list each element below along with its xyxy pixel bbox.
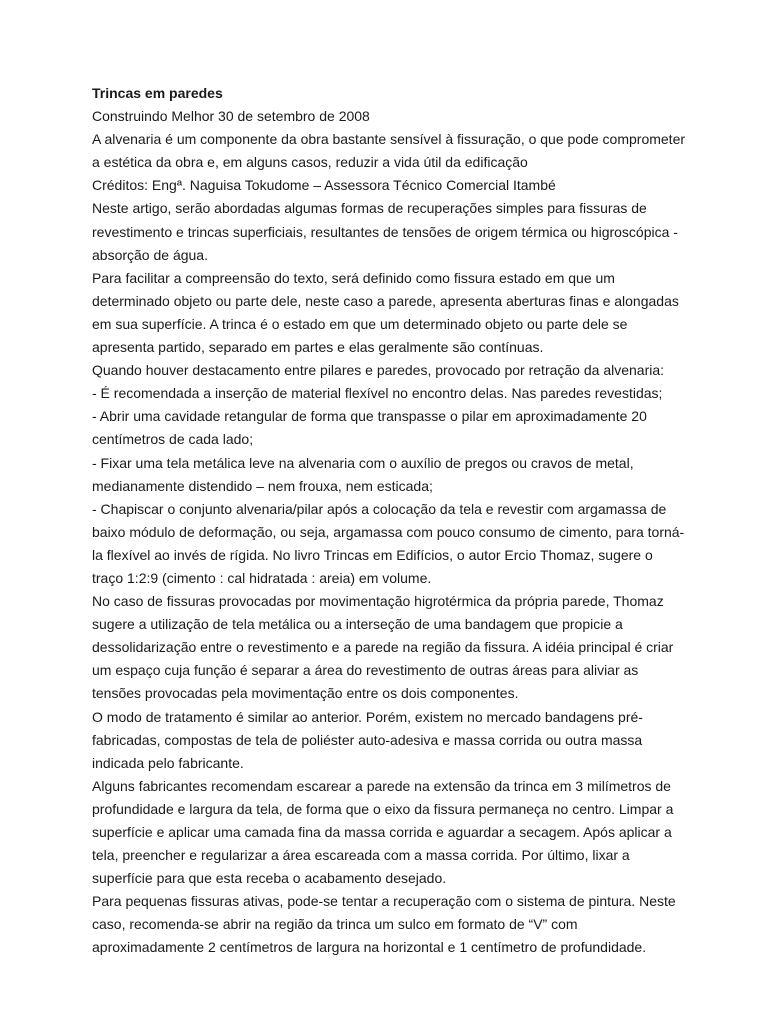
- text-line: baixo módulo de deformação, ou seja, argamassa com pouco consumo de cimento, para torná-: [92, 523, 685, 540]
- text-line: centímetros de cada lado;: [92, 431, 254, 448]
- text-line: Para pequenas fissuras ativas, pode-se tentar a recuperação com o sistema de pintura. Neste: [92, 893, 676, 910]
- text-line: - Fixar uma tela metálica leve na alvenaria com o auxílio de pregos ou cravos de metal,: [92, 454, 634, 471]
- text-line: indicada pelo fabricante.: [92, 754, 244, 771]
- text-line: Neste artigo, serão abordadas algumas formas de recuperações simples para fissuras de: [92, 200, 647, 217]
- text-line: revestimento e trincas superficiais, resultantes de tensões de origem térmica ou higroscópica -: [92, 223, 678, 240]
- text-line: - Chapiscar o conjunto alvenaria/pilar após a colocação da tela e revestir com argamassa de: [92, 500, 667, 517]
- text-line: - Abrir uma cavidade retangular de forma que transpasse o pilar em aproximadamente 20: [92, 408, 647, 425]
- text-line: Construindo Melhor 30 de setembro de 2008: [92, 108, 370, 125]
- text-line: apresenta partido, separado em partes e elas geralmente são contínuas.: [92, 339, 544, 356]
- text-line: traço 1:2:9 (cimento : cal hidratada : areia) em volume.: [92, 569, 432, 586]
- document-page: [92, 82, 704, 960]
- text-line: Créditos: Engª. Naguisa Tokudome – Assessora Técnico Comercial Itambé: [92, 177, 556, 194]
- text-line: Alguns fabricantes recomendam escarear a parede na extensão da trinca em 3 milímetros de: [92, 777, 671, 794]
- text-line: sugere a utilização de tela metálica ou a interseção de uma bandagem que propicie a: [92, 616, 623, 633]
- text-line: dessolidarização entre o revestimento e a parede na região da fissura. A idéia principal é criar: [92, 639, 674, 656]
- text-line: fabricadas, compostas de tela de poliéster auto-adesiva e massa corrida ou outra massa: [92, 731, 643, 748]
- text-line: tensões provocadas pela movimentação entre os dois componentes.: [92, 685, 519, 702]
- text-line: profundidade e largura da tela, de forma que o eixo da fissura permaneça no centro. Limpar a: [92, 800, 674, 817]
- text-line: absorção de água.: [92, 246, 208, 263]
- text-line: la flexível ao invés de rígida. No livro Trincas em Edifícios, o autor Ercio Thomaz, sugere o: [92, 546, 653, 563]
- text-line: caso, recomenda-se abrir na região da trinca um sulco em formato de “V” com: [92, 916, 578, 933]
- document-title: Trincas em paredes: [92, 85, 223, 101]
- text-line: determinado objeto ou parte dele, neste caso a parede, apresenta aberturas finas e alongadas: [92, 292, 679, 309]
- text-line: Para facilitar a compreensão do texto, será definido como fissura estado em que um: [92, 269, 615, 286]
- text-line: superfície e aplicar uma camada fina da massa corrida e aguardar a secagem. Após aplicar a: [92, 824, 672, 840]
- text-line: aproximadamente 2 centímetros de largura na horizontal e 1 centímetro de profundidade.: [92, 939, 647, 956]
- text-line: No caso de fissuras provocadas por movimentação higrotérmica da própria parede, Thomaz: [92, 593, 664, 610]
- text-line: a estética da obra e, em alguns casos, reduzir a vida útil da edificação: [92, 154, 528, 171]
- document-body: [92, 105, 704, 959]
- text-line: Quando houver destacamento entre pilares e paredes, provocado por retração da alvenaria:: [92, 362, 665, 379]
- text-line: A alvenaria é um componente da obra bastante sensível à fissuração, o que pode comprometer: [92, 131, 686, 148]
- text-line: um espaço cuja função é separar a área do revestimento de outras áreas para aliviar as: [92, 662, 639, 679]
- text-line: tela, preencher e regularizar a área escareada com a massa corrida. Por último, lixar a: [92, 847, 630, 864]
- text-line: O modo de tratamento é similar ao anterior. Porém, existem no mercado bandagens pré-: [92, 708, 643, 725]
- text-line: - É recomendada a inserção de material flexível no encontro delas. Nas paredes revestidas;: [92, 385, 663, 402]
- text-line: em sua superfície. A trinca é o estado em que um determinado objeto ou parte dele se: [92, 315, 628, 332]
- text-line: superfície para que esta receba o acabamento desejado.: [92, 870, 447, 887]
- text-line: medianamente distendido – nem frouxa, nem esticada;: [92, 477, 433, 494]
